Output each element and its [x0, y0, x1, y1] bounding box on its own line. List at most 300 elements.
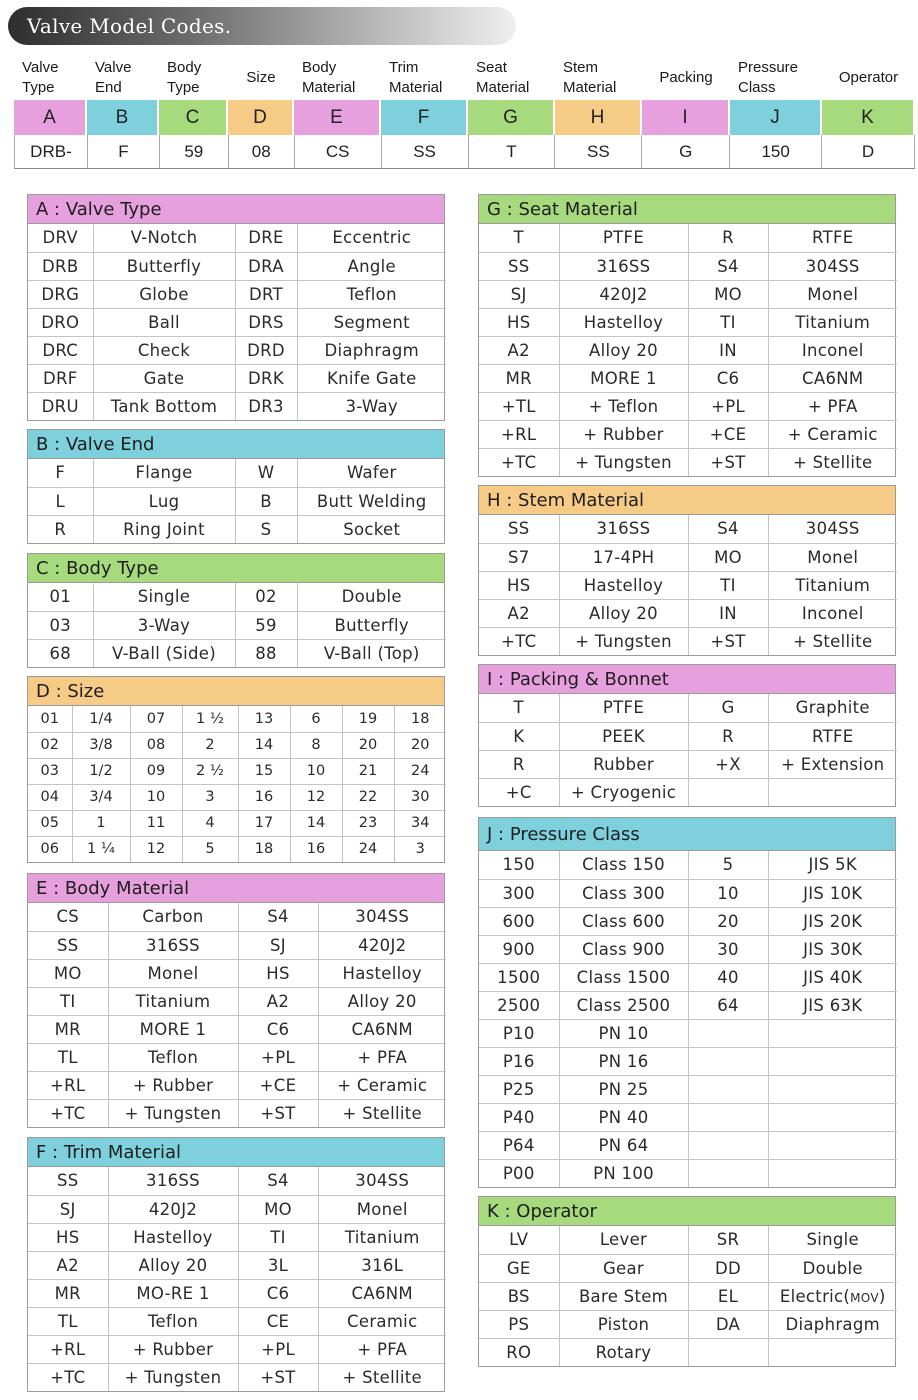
code-example-value: 150 — [730, 135, 822, 168]
description-cell: Tank Bottom — [93, 392, 235, 420]
code-cell: DRS — [235, 308, 297, 336]
description-cell: Diaphragm — [768, 1310, 897, 1338]
description-cell: Double — [297, 583, 446, 611]
description-cell: Hastelloy — [318, 959, 446, 987]
code-cell: +RL — [28, 1335, 108, 1363]
code-example-value: F — [88, 135, 160, 168]
table-row — [479, 694, 897, 722]
code-cell — [688, 1131, 768, 1159]
description-cell: Gear — [559, 1254, 688, 1282]
code-cell: 08 — [130, 732, 182, 758]
description-cell: 20 — [394, 732, 446, 758]
code-cell: MR — [28, 1015, 108, 1043]
description-cell: PN 64 — [559, 1131, 688, 1159]
code-cell: 900 — [479, 935, 559, 963]
code-cell: HS — [479, 308, 559, 336]
table-row — [28, 1335, 446, 1363]
table-row — [28, 336, 446, 364]
table-row — [28, 1307, 446, 1335]
table-row — [479, 991, 897, 1019]
description-cell: 3/4 — [72, 784, 130, 810]
description-cell: 2 ½ — [182, 758, 238, 784]
code-cell: CS — [28, 903, 108, 931]
code-cell: +RL — [479, 420, 559, 448]
table-row — [28, 1071, 446, 1099]
code-cell: 07 — [130, 706, 182, 732]
code-cell: R — [28, 515, 93, 543]
code-cell — [688, 1019, 768, 1047]
table-row — [479, 364, 897, 392]
code-cell: 04 — [28, 784, 72, 810]
code-cell: 3L — [238, 1251, 318, 1279]
description-cell: Titanium — [108, 987, 238, 1015]
code-cell: 03 — [28, 758, 72, 784]
description-cell: Butterfly — [297, 611, 446, 639]
table-row — [28, 487, 446, 515]
description-cell: 17-4PH — [559, 543, 688, 571]
table-row — [28, 1043, 446, 1071]
section-valve-type — [27, 194, 445, 421]
code-cell: 10 — [130, 784, 182, 810]
description-cell: CA6NM — [318, 1015, 446, 1043]
table-row — [28, 1099, 446, 1127]
code-cell: MO — [238, 1195, 318, 1223]
code-cell: C6 — [688, 364, 768, 392]
code-example-value: SS — [555, 135, 642, 168]
description-cell: Single — [93, 583, 235, 611]
code-cell: A2 — [479, 599, 559, 627]
description-cell: Gate — [93, 364, 235, 392]
code-cell: +CE — [238, 1071, 318, 1099]
table-row — [479, 336, 897, 364]
description-cell: PN 40 — [559, 1103, 688, 1131]
section-title: E : Body Material — [28, 873, 444, 903]
description-cell: Monel — [768, 543, 897, 571]
code-cell: 22 — [342, 784, 394, 810]
code-cell: EL — [688, 1282, 768, 1310]
table-row — [28, 583, 446, 611]
description-cell: 10 — [290, 758, 342, 784]
code-cell: DRT — [235, 280, 297, 308]
description-cell: 304SS — [768, 515, 897, 543]
description-cell: Monel — [108, 959, 238, 987]
section-title: G : Seat Material — [479, 194, 895, 224]
description-cell: Titanium — [768, 308, 897, 336]
description-cell: 4 — [182, 810, 238, 836]
table-row — [479, 750, 897, 778]
description-cell: Teflon — [108, 1043, 238, 1071]
code-cell: 09 — [130, 758, 182, 784]
code-cell — [688, 1338, 768, 1366]
section-table — [28, 224, 446, 420]
code-cell: DRU — [28, 392, 93, 420]
description-cell: Alloy 20 — [559, 336, 688, 364]
code-label: Size — [246, 68, 276, 86]
description-cell: 316SS — [559, 515, 688, 543]
table-row — [28, 1251, 446, 1279]
table-row — [479, 935, 897, 963]
code-cell: 12 — [130, 836, 182, 862]
code-cell: 30 — [688, 935, 768, 963]
section-title: C : Body Type — [28, 553, 444, 583]
code-cell: W — [235, 459, 297, 487]
description-cell: + Rubber — [559, 420, 688, 448]
code-cell: R — [479, 750, 559, 778]
code-cell: B — [235, 487, 297, 515]
table-row — [28, 784, 446, 810]
code-cell: 16 — [238, 784, 290, 810]
code-cell: T — [479, 694, 559, 722]
description-cell: + Tungsten — [108, 1363, 238, 1391]
code-cell: +TC — [28, 1363, 108, 1391]
code-cell: SS — [28, 1167, 108, 1195]
description-cell: Class 1500 — [559, 963, 688, 991]
code-label: Stem Material — [563, 58, 617, 96]
code-label: Seat Material — [476, 58, 530, 96]
model-code-letters — [14, 100, 915, 135]
code-cell: DD — [688, 1254, 768, 1282]
code-cell: TL — [28, 1307, 108, 1335]
code-cell: DRC — [28, 336, 93, 364]
code-cell: SJ — [28, 1195, 108, 1223]
table-row — [28, 611, 446, 639]
table-row — [28, 732, 446, 758]
description-cell: Eccentric — [297, 224, 446, 252]
description-cell: + Cryogenic — [559, 778, 688, 806]
description-cell: CA6NM — [318, 1279, 446, 1307]
description-cell: + Ceramic — [768, 420, 897, 448]
description-cell: 1 ¼ — [72, 836, 130, 862]
code-cell: 13 — [238, 706, 290, 732]
code-cell: S4 — [238, 903, 318, 931]
code-example-value: G — [642, 135, 730, 168]
description-cell: + Ceramic — [318, 1071, 446, 1099]
code-cell: DRV — [28, 224, 93, 252]
description-cell: JIS 20K — [768, 907, 897, 935]
description-cell: CA6NM — [768, 364, 897, 392]
code-cell: TI — [688, 308, 768, 336]
code-cell: A2 — [479, 336, 559, 364]
description-cell: Single — [768, 1226, 897, 1254]
code-cell: TL — [28, 1043, 108, 1071]
code-cell: HS — [28, 1223, 108, 1251]
table-row — [479, 252, 897, 280]
code-letter: F — [381, 100, 468, 135]
code-cell: +ST — [688, 627, 768, 655]
table-row — [479, 1019, 897, 1047]
code-cell: 01 — [28, 583, 93, 611]
description-cell: Titanium — [318, 1223, 446, 1251]
model-code-table — [14, 55, 915, 169]
description-cell: Class 2500 — [559, 991, 688, 1019]
table-row — [479, 1103, 897, 1131]
description-cell: Rubber — [559, 750, 688, 778]
table-row — [28, 1279, 446, 1307]
section-table — [479, 1226, 897, 1366]
code-cell: P10 — [479, 1019, 559, 1047]
description-cell: 1/2 — [72, 758, 130, 784]
code-cell: DRB — [28, 252, 93, 280]
description-cell: + Teflon — [559, 392, 688, 420]
table-row — [479, 778, 897, 806]
code-cell: R — [688, 224, 768, 252]
table-row — [28, 959, 446, 987]
description-cell: 24 — [394, 758, 446, 784]
code-letter: J — [730, 100, 822, 135]
code-example-value: CS — [295, 135, 382, 168]
description-cell: Bare Stem — [559, 1282, 688, 1310]
table-row — [28, 706, 446, 732]
code-letter: E — [294, 100, 381, 135]
description-cell: + PFA — [318, 1335, 446, 1363]
table-row — [479, 571, 897, 599]
description-cell: Rotary — [559, 1338, 688, 1366]
code-cell: SS — [479, 252, 559, 280]
section-table — [479, 694, 897, 806]
code-cell — [688, 778, 768, 806]
code-label: Pressure Class — [738, 58, 799, 96]
code-cell: SJ — [238, 931, 318, 959]
code-example-value: T — [469, 135, 556, 168]
description-cell: 304SS — [318, 1167, 446, 1195]
description-cell: Piston — [559, 1310, 688, 1338]
description-cell: 420J2 — [318, 931, 446, 959]
section-title: F : Trim Material — [28, 1137, 444, 1167]
description-cell — [768, 778, 897, 806]
section-table — [28, 706, 446, 862]
code-cell: C6 — [238, 1279, 318, 1307]
description-cell: 6 — [290, 706, 342, 732]
code-cell: PS — [479, 1310, 559, 1338]
table-row — [479, 627, 897, 655]
code-cell: RO — [479, 1338, 559, 1366]
description-cell: 304SS — [318, 903, 446, 931]
description-cell: + Tungsten — [108, 1099, 238, 1127]
code-cell: +RL — [28, 1071, 108, 1099]
code-cell: P40 — [479, 1103, 559, 1131]
code-cell: 2500 — [479, 991, 559, 1019]
description-cell: + Tungsten — [559, 627, 688, 655]
code-cell — [688, 1047, 768, 1075]
code-cell: HS — [238, 959, 318, 987]
section-table — [479, 515, 897, 655]
description-cell: Butt Welding — [297, 487, 446, 515]
section-table — [479, 224, 897, 476]
table-row — [479, 420, 897, 448]
code-cell: BS — [479, 1282, 559, 1310]
code-cell: 1500 — [479, 963, 559, 991]
description-cell — [768, 1019, 897, 1047]
table-row — [479, 308, 897, 336]
code-cell: SS — [28, 931, 108, 959]
table-row — [28, 987, 446, 1015]
code-letter: D — [228, 100, 294, 135]
table-row — [28, 459, 446, 487]
description-cell: PTFE — [559, 694, 688, 722]
code-cell: +TL — [479, 392, 559, 420]
code-cell: DRA — [235, 252, 297, 280]
code-cell: S7 — [479, 543, 559, 571]
description-cell: 16 — [290, 836, 342, 862]
code-cell: 68 — [28, 639, 93, 667]
description-cell: 316SS — [108, 1167, 238, 1195]
code-letter: K — [822, 100, 915, 135]
description-cell: JIS 5K — [768, 851, 897, 879]
code-letter: B — [87, 100, 159, 135]
description-cell: Segment — [297, 308, 446, 336]
section-body-material — [27, 873, 445, 1128]
description-cell: RTFE — [768, 722, 897, 750]
table-row — [28, 1167, 446, 1195]
description-cell: Knife Gate — [297, 364, 446, 392]
code-cell: 10 — [688, 879, 768, 907]
code-label: Body Type — [167, 58, 202, 96]
description-cell: Angle — [297, 252, 446, 280]
table-row — [479, 1047, 897, 1075]
code-cell: 02 — [28, 732, 72, 758]
description-cell: Lever — [559, 1226, 688, 1254]
code-cell: DRG — [28, 280, 93, 308]
table-row — [479, 1282, 897, 1310]
description-cell: Socket — [343, 519, 401, 539]
code-cell: 02 — [235, 583, 297, 611]
code-cell: S4 — [238, 1167, 318, 1195]
description-cell: Globe — [93, 280, 235, 308]
table-row — [479, 1159, 897, 1187]
description-cell: Teflon — [108, 1307, 238, 1335]
description-cell: 3-Way — [345, 396, 398, 416]
code-letter: I — [642, 100, 730, 135]
code-cell: 5 — [688, 851, 768, 879]
code-letter: A — [14, 100, 87, 135]
description-cell: 420J2 — [108, 1195, 238, 1223]
code-cell: L — [28, 487, 93, 515]
code-cell: SR — [688, 1226, 768, 1254]
section-table — [28, 459, 446, 543]
description-cell: 316SS — [559, 252, 688, 280]
code-cell: DRK — [235, 364, 297, 392]
section-trim-material — [27, 1137, 445, 1392]
section-stem-material — [478, 485, 896, 656]
code-cell: +ST — [688, 448, 768, 476]
table-row — [479, 963, 897, 991]
description-cell: + Extension — [768, 750, 897, 778]
code-cell: A2 — [238, 987, 318, 1015]
description-cell: Alloy 20 — [318, 987, 446, 1015]
code-letter: C — [159, 100, 228, 135]
code-cell: 20 — [342, 732, 394, 758]
table-row — [479, 851, 897, 879]
code-cell: TI — [238, 1223, 318, 1251]
code-cell: +ST — [238, 1363, 318, 1391]
description-cell: Butterfly — [93, 252, 235, 280]
description-cell: 3 — [182, 784, 238, 810]
code-cell: 20 — [688, 907, 768, 935]
description-cell: MORE 1 — [108, 1015, 238, 1043]
section-size — [27, 676, 445, 863]
description-cell: + PFA — [768, 392, 897, 420]
code-cell: 06 — [28, 836, 72, 862]
description-cell: RTFE — [768, 224, 897, 252]
code-example-value: D — [822, 135, 915, 168]
code-cell: K — [479, 722, 559, 750]
description-cell — [768, 1159, 897, 1187]
description-cell: Inconel — [768, 599, 897, 627]
section-table — [28, 1167, 446, 1391]
code-label: Operator — [838, 68, 899, 86]
code-cell: TI — [28, 987, 108, 1015]
section-title: H : Stem Material — [479, 485, 895, 515]
code-cell: 24 — [342, 836, 394, 862]
table-row — [28, 810, 446, 836]
code-cell: 03 — [28, 611, 93, 639]
description-cell: + Stellite — [342, 1367, 423, 1387]
section-table — [479, 851, 897, 1187]
table-row — [479, 280, 897, 308]
table-row — [479, 907, 897, 935]
code-cell: T — [479, 224, 559, 252]
section-packing — [478, 664, 896, 807]
code-cell: 59 — [235, 611, 297, 639]
table-row — [28, 931, 446, 959]
code-cell: 15 — [238, 758, 290, 784]
code-cell: MO — [28, 959, 108, 987]
table-row — [479, 543, 897, 571]
description-cell: 5 — [182, 836, 238, 862]
table-row — [479, 1075, 897, 1103]
code-cell: +CE — [688, 420, 768, 448]
code-cell: G — [688, 694, 768, 722]
code-cell: IN — [688, 336, 768, 364]
code-cell: 05 — [28, 810, 72, 836]
description-cell: Hastelloy — [559, 571, 688, 599]
code-cell: 23 — [342, 810, 394, 836]
code-cell: 14 — [238, 732, 290, 758]
code-cell: +X — [688, 750, 768, 778]
description-cell: Hastelloy — [559, 308, 688, 336]
code-cell: DA — [688, 1310, 768, 1338]
code-cell: F — [28, 459, 93, 487]
description-cell: V-Ball (Side) — [93, 639, 235, 667]
description-cell: 14 — [290, 810, 342, 836]
code-cell: C6 — [238, 1015, 318, 1043]
section-pressure-class — [478, 817, 896, 1188]
code-example-value: DRB- — [15, 135, 88, 168]
description-cell: + Rubber — [108, 1071, 238, 1099]
description-cell: PTFE — [559, 224, 688, 252]
section-seat-material — [478, 194, 896, 477]
code-cell: SJ — [479, 280, 559, 308]
description-cell: V-Notch — [93, 224, 235, 252]
code-cell: HS — [479, 571, 559, 599]
section-title: A : Valve Type — [28, 194, 444, 224]
table-row — [28, 392, 446, 420]
description-cell: 12 — [290, 784, 342, 810]
description-cell: 8 — [290, 732, 342, 758]
section-title: J : Pressure Class — [479, 817, 895, 851]
table-row — [479, 1226, 897, 1254]
code-cell: DR3 — [235, 392, 297, 420]
code-cell: A2 — [28, 1251, 108, 1279]
description-cell: Alloy 20 — [108, 1251, 238, 1279]
description-cell: 18 — [394, 706, 446, 732]
code-cell: DRD — [235, 336, 297, 364]
code-cell: P16 — [479, 1047, 559, 1075]
table-row — [28, 515, 446, 543]
description-cell: Class 600 — [559, 907, 688, 935]
section-table — [28, 903, 446, 1127]
description-cell: 3/8 — [72, 732, 130, 758]
